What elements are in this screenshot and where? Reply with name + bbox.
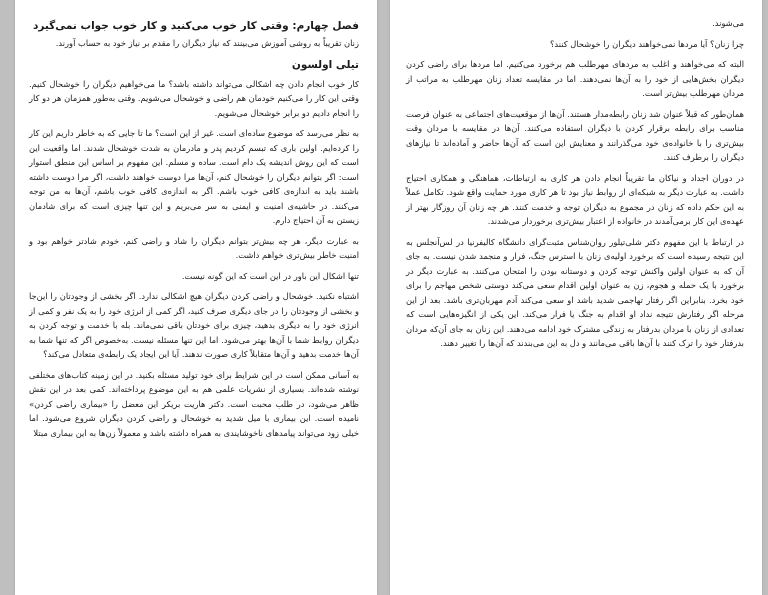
- chapter-epigraph: زنان تقریباً به روشی آموزش می‌بینند که نیاز دیگران را مقدم بر نیاز خود به حساب آورند.: [55, 38, 359, 48]
- paragraph: به نظر می‌رسد که موضوع ساده‌ای است. غیر از این است؟ ما تا جایی که به خاطر داریم این کار را کرده‌ایم. اولین باری که تبسم کردیم پدر و مادرمان به شدت خوشحال شدند. اما واقعیت این است که این روش اندیشه یک دام است. ساده و مسلم. این مفهوم بر اساس این منطق استوار است: اگر بتوانم دیگران را خوشحال کنم، آن‌ها مرا دوست خواهند داشت، اگر مرا دوست داشته باشند باید به اندازه‌ی کافی خوب باشم. اگر به اندازه‌ی کافی خوب باشم، آن‌ها به من توجه می‌کنند. در حاشیه‌ی امنیت و ایمنی به سر می‌بریم و این تنها چیزی است که برای شادمان زیستن به آن احتیاج دارم.: [29, 128, 359, 225]
- paragraph: اشتباه نکنید. خوشحال و راضی کردن دیگران هیچ اشکالی ندارد. اگر بخشی از وجودتان را این‌جا و بخشی از وجودتان را در جای دیگری صرف کنید، اگر کمی از انرژی خود را به یک نفر و کمی از انرژی خود را به دیگری بدهید، چیزی برای خودتان باقی نمی‌ماند. بله با خدمت و توجه کردن به دیگران روابط شما با آن‌ها بهتر می‌شود. اما این تنها مسئله نیست. به‌خصوص اگر که تنها شما به آن‌ها خدمت بدهید و آن‌ها متقابلاً کاری صورت ندهند. آیا این ایجاد یک رابطه‌ی متعادل می‌کند؟: [29, 291, 359, 359]
- paragraph: همان‌طور که قبلاً عنوان شد زنان رابطه‌مدار هستند. آن‌ها از موقعیت‌های اجتماعی به عنوان فرصت مناسب برای رابطه برقرار کردن با دیگران استفاده می‌کنند. آن‌ها در مقایسه با مردان وقت بیش‌تری را با خانواده‌ی خود می‌گذرانند و معنایش این است که آن‌ها حاضر و آماده‌اند تا نیازهای دیگران را برطرف کنند.: [406, 108, 744, 162]
- paragraph: تنها اشکال این باور در این است که این گونه نیست.: [181, 270, 359, 281]
- chapter-title: فصل چهارم: وقتی کار خوب می‌کنید و کار خوب جواب نمی‌گیرد: [32, 20, 359, 32]
- paragraph: در دوران اجداد و نیاکان ما تقریباً انجام دادن هر کاری به ارتباطات، هماهنگی و همکاری احتیاج داشت. به عبارت دیگر به شبکه‌ای از روابط نیاز بود تا هر کاری مورد حمایت واقع شود. تکامل عملاً به این حکم داده که زنان در مجموع به دیگران توجه و خدمت کنند. هر چه زنان آن روزگار بهتر از عهده‌ی این کار برمی‌آمدند در خانواده از اعتبار بیش‌تری برخوردار می‌شدند.: [406, 172, 744, 226]
- paragraph: می‌شوند.: [712, 18, 744, 28]
- paragraph: البته که می‌خواهند و اغلب به مردهای مهرطلب هم برخورد می‌کنیم. اما مردها برای راضی کردن دیگران بخش‌هایی از خود را به آن‌ها نمی‌دهند. اما در مقایسه تعداد زنان مهرطلب به مراتب از مردان مهرطلب بیش‌تر است.: [406, 59, 744, 98]
- paragraph: کار خوب انجام دادن چه اشکالی می‌تواند داشته باشد؟ ما می‌خواهیم دیگران را خوشحال کنیم. وقتی این کار را می‌کنیم خودمان هم راضی و خوشحال می‌شویم. وقتی به‌طور همزمان هر دو کار را انجام دادیم دو برابر خوشحال می‌شویم.: [29, 78, 359, 118]
- epigraph-author: تیلی اولسون: [291, 58, 359, 71]
- paragraph: چرا زنان؟ آیا مردها نمی‌خواهند دیگران را خوشحال کنند؟: [549, 38, 744, 49]
- paragraph: به عبارت دیگر، هر چه بیش‌تر بتوانم دیگران را شاد و راضی کنم، خودم شادتر خواهم بود و امنیت خاطر بیش‌تری خواهم داشت.: [29, 235, 359, 260]
- left-page: [15, 0, 377, 595]
- paragraph: در ارتباط با این مفهوم دکتر شلی‌تیلور روان‌شناس مثبت‌گرای دانشگاه کالیفرنیا در لس‌آنجلس به این نتیجه رسیده است که برخورد اولیه‌ی زنان با استرس جنگ، فرار و منجمد شدن نیست. به جای آن که به عنوان اولین واکنش توجه کردن و دوستانه بودن را امتحان می‌کنند. به عبارت دیگر در برخورد با یک حمله و هجوم، زن به عنوان اولین اقدام سعی می‌کند دوستی شخص مهاجم را برای خود بخرد. بنابراین اگر رفتار تهاجمی شدید باشد او سعی می‌کند آدم مهربان‌تری باشد. بعد از این مرحله اگر رفتارش نتیجه نداد او اقدام به جنگ یا فرار می‌کند. این یکی از انگیزه‌هایی است که تعدادی از زنان با مردان بدرفتار به زندگی مشترک خود ادامه می‌دهند. این زنان به جای آن‌که مردان بدرفتار خود را ترک کنند با آن‌ها باقی می‌مانند و دل به این می‌بندند که آن‌ها را تغییر دهند.: [406, 236, 744, 348]
- right-page: [390, 0, 762, 595]
- paragraph: به آسانی ممکن است در این شرایط برای خود تولید مسئله بکنید. در این زمینه کتاب‌های مختلفی نوشته شده‌اند. بسیاری از نشریات علمی هم به این موضوع پرداخته‌اند. کمی بعد در این نقش ظاهر می‌شود، در طلب محبت است. دکتر هاریت بریکر این معضل را «بیماری راضی کردن» نامیده است. این بیماری با میل شدید به خوشحال و راضی کردن دیگران شروع می‌شود. اما خیلی زود می‌تواند پیامدهای ناخوشایندی به همراه داشته باشد و معمولاً زن‌ها به این بیماری مبتلا: [29, 369, 359, 438]
